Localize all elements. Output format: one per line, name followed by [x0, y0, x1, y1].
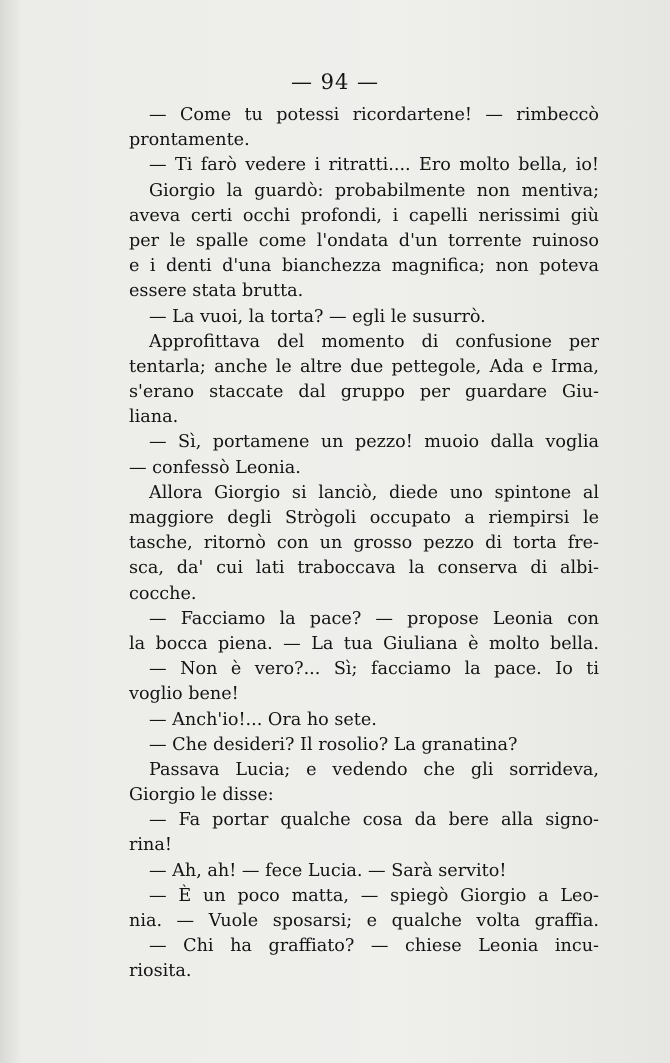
text-line: prontamente.	[129, 130, 250, 151]
text-line: — confessò Leonia.	[129, 457, 301, 478]
text-line: — La vuoi, la torta? — egli le susurrò.	[149, 306, 486, 327]
text-line: — Sì, portamene un pezzo! muoio dalla voglia	[149, 432, 599, 453]
text-line: sca, da' cui lati traboccava la conserva di albi-	[129, 558, 599, 579]
text-line: nia. — Vuole sposarsi; e qualche volta graffia.	[129, 911, 599, 931]
text-line: aveva certi occhi profondi, i capelli nerissimi giù	[129, 205, 599, 226]
text-line: Passava Lucia; e vedendo che gli sorrideva,	[149, 759, 599, 780]
text-line: riosita.	[129, 961, 192, 982]
text-line: s'erano staccate dal gruppo per guardare Giu-	[129, 382, 599, 403]
text-line: — Come tu potessi ricordartene! — rimbeccò	[149, 105, 599, 125]
text-line: Giorgio le disse:	[129, 785, 274, 806]
text-line: Allora Giorgio si lanciò, diede uno spintone al	[149, 482, 599, 503]
text-line: — Chi ha graffiato? — chiese Leonia incu-	[149, 936, 599, 957]
text-line: voglio bene!	[129, 684, 239, 705]
page-number: — 94 —	[290, 70, 380, 94]
text-line: — È un poco matta, — spiegò Giorgio a Leo-	[149, 885, 599, 906]
text-line: Giorgio la guardò: probabilmente non mentiva;	[149, 180, 599, 201]
text-line: — Fa portar qualche cosa da bere alla signo-	[149, 810, 599, 831]
text-line: — Che desideri? Il rosolio? La granatina?	[149, 734, 518, 755]
text-line: Approfittava del momento di confusione per	[149, 331, 599, 352]
text-line: cocche.	[129, 583, 197, 604]
text-line: maggiore degli Strògoli occupato a riempirsi le	[129, 508, 599, 528]
text-line: liana.	[129, 407, 179, 428]
text-line: e i denti d'una bianchezza magnifica; non poteva	[129, 256, 599, 277]
text-line: tentarla; anche le altre due pettegole, Ada e Irma,	[129, 356, 599, 377]
text-line: — Ti farò vedere i ritratti.... Ero molto bella, io!	[149, 155, 599, 176]
text-line: — Facciamo la pace? — propose Leonia con	[149, 608, 599, 629]
text-line: tasche, ritornò con un grosso pezzo di torta fre-	[129, 533, 599, 554]
text-line: rina!	[129, 835, 172, 856]
text-line: la bocca piena. — La tua Giuliana è molto bella.	[129, 633, 599, 654]
text-line: per le spalle come l'ondata d'un torrente ruinoso	[129, 230, 599, 251]
text-line: — Anch'io!... Ora ho sete.	[149, 709, 377, 730]
text-line: — Non è vero?... Sì; facciamo la pace. Io ti	[149, 659, 599, 680]
page-body-text	[129, 103, 599, 985]
text-line: essere stata brutta.	[129, 281, 304, 302]
text-line: — Ah, ah! — fece Lucia. — Sarà servito!	[149, 860, 507, 881]
